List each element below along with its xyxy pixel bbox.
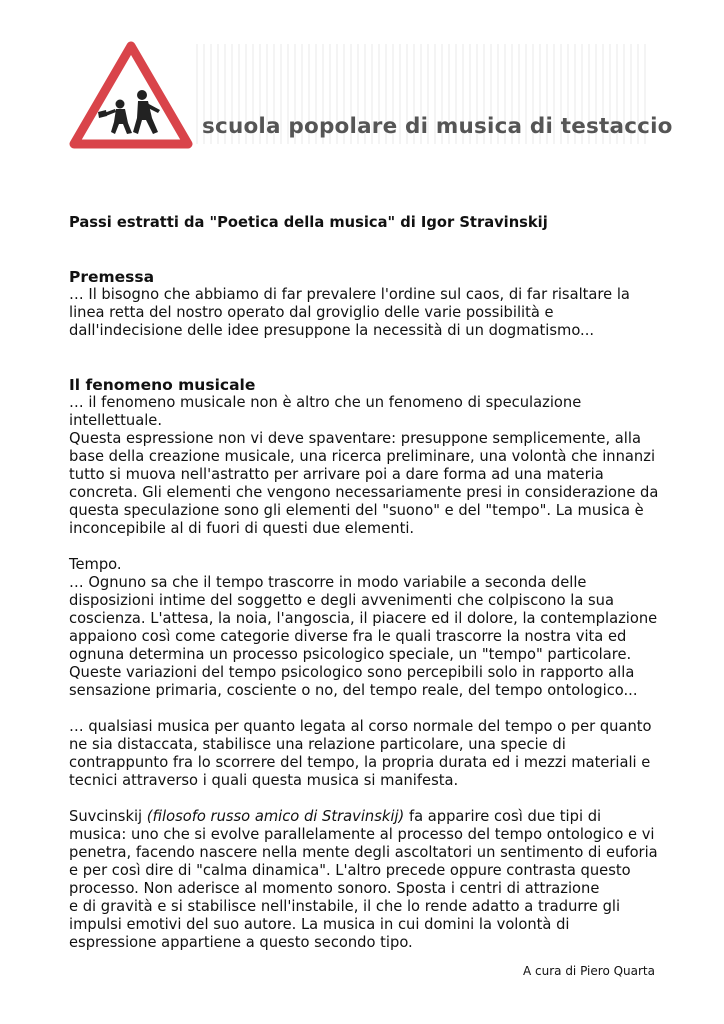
fenomeno-paragraph-2: Questa espressione non vi deve spaventare: presuppone semplicemente, alla base della creazione musicale, una ricerca preliminare, una volontà che innanzi tutto si muova nell'astratto per arrivare poi a dare forma ad una materia concreta. Gli elementi che vengono necessariamente presi in considerazione da questa speculazione sono gli elementi del "suono" e del "tempo". La musica è inconcepibile al di fuori di questi due elementi.	[69, 430, 659, 537]
section-heading-premessa: Premessa	[69, 268, 155, 286]
section-heading-fenomeno: Il fenomeno musicale	[69, 376, 256, 394]
document-title: Passi estratti da "Poetica della musica" di Igor Stravinskij	[69, 214, 548, 231]
tempo-paragraph-1: … Ognuno sa che il tempo trascorre in modo variabile a seconda delle disposizioni intime del soggetto e degli avvenimenti che colpiscono la sua coscienza. L'attesa, la noia, l'angoscia, il piacere ed il dolore, la contemplazione appaiono così come categorie diverse fra le quali trascorre la nostra vita ed ognuna determina un processo psicologico speciale, un "tempo" particolare. Queste variazioni del tempo psicologico sono percepibili solo in rapporto alla sensazione primaria, cosciente o no, del tempo reale, del tempo ontologico...	[69, 574, 658, 699]
suvcinskij-name: Suvcinskij	[69, 808, 143, 825]
school-name: scuola popolare di musica di testaccio	[202, 114, 673, 139]
signature: A cura di Piero Quarta	[522, 964, 655, 978]
tempo-paragraph-2: … qualsiasi musica per quanto legata al corso normale del tempo o per quanto ne sia distaccata, stabilisce una relazione particolare, una specie di contrappunto fra lo scorrere del tempo, la propria durata ed i mezzi materiali e tecnici attraverso i quali questa musica si manifesta.	[69, 718, 652, 789]
tempo-paragraph-3-continued: e di gravità e si stabilisce nell'instabile, il che lo rende adatto a tradurre gli impulsi emotivi del suo autore. La musica in cui domini la volontà di espressione appartiene a questo secondo tipo.	[69, 898, 621, 951]
section-heading-tempo: Tempo.	[69, 556, 122, 573]
fenomeno-paragraph-1: … il fenomeno musicale non è altro che un fenomeno di speculazione intellettuale.	[69, 394, 582, 429]
tempo-paragraph-3-text: fa apparire così due tipi di musica: uno che si evolve parallelamente al processo del tempo ontologico e vi penetra, facendo nascere nella mente degli ascoltatori un sentimento di euforia e per così dire di "calma dinamica". L'altro precede oppure contrasta questo processo. Non aderisce al momento sonoro. Sposta i centri di attrazione	[69, 808, 658, 897]
document-body	[69, 214, 659, 952]
suvcinskij-note: (filosofo russo amico di Stravinskij)	[146, 808, 405, 825]
warning-sign-children-icon	[68, 40, 194, 150]
premessa-paragraph: … Il bisogno che abbiamo di far prevalere l'ordine sul caos, di far risaltare la linea retta del nostro operato dal groviglio delle varie possibilità e dall'indecisione delle idee presuppone la necessità di un dogmatismo...	[69, 286, 630, 339]
tempo-paragraph-3	[69, 808, 659, 898]
